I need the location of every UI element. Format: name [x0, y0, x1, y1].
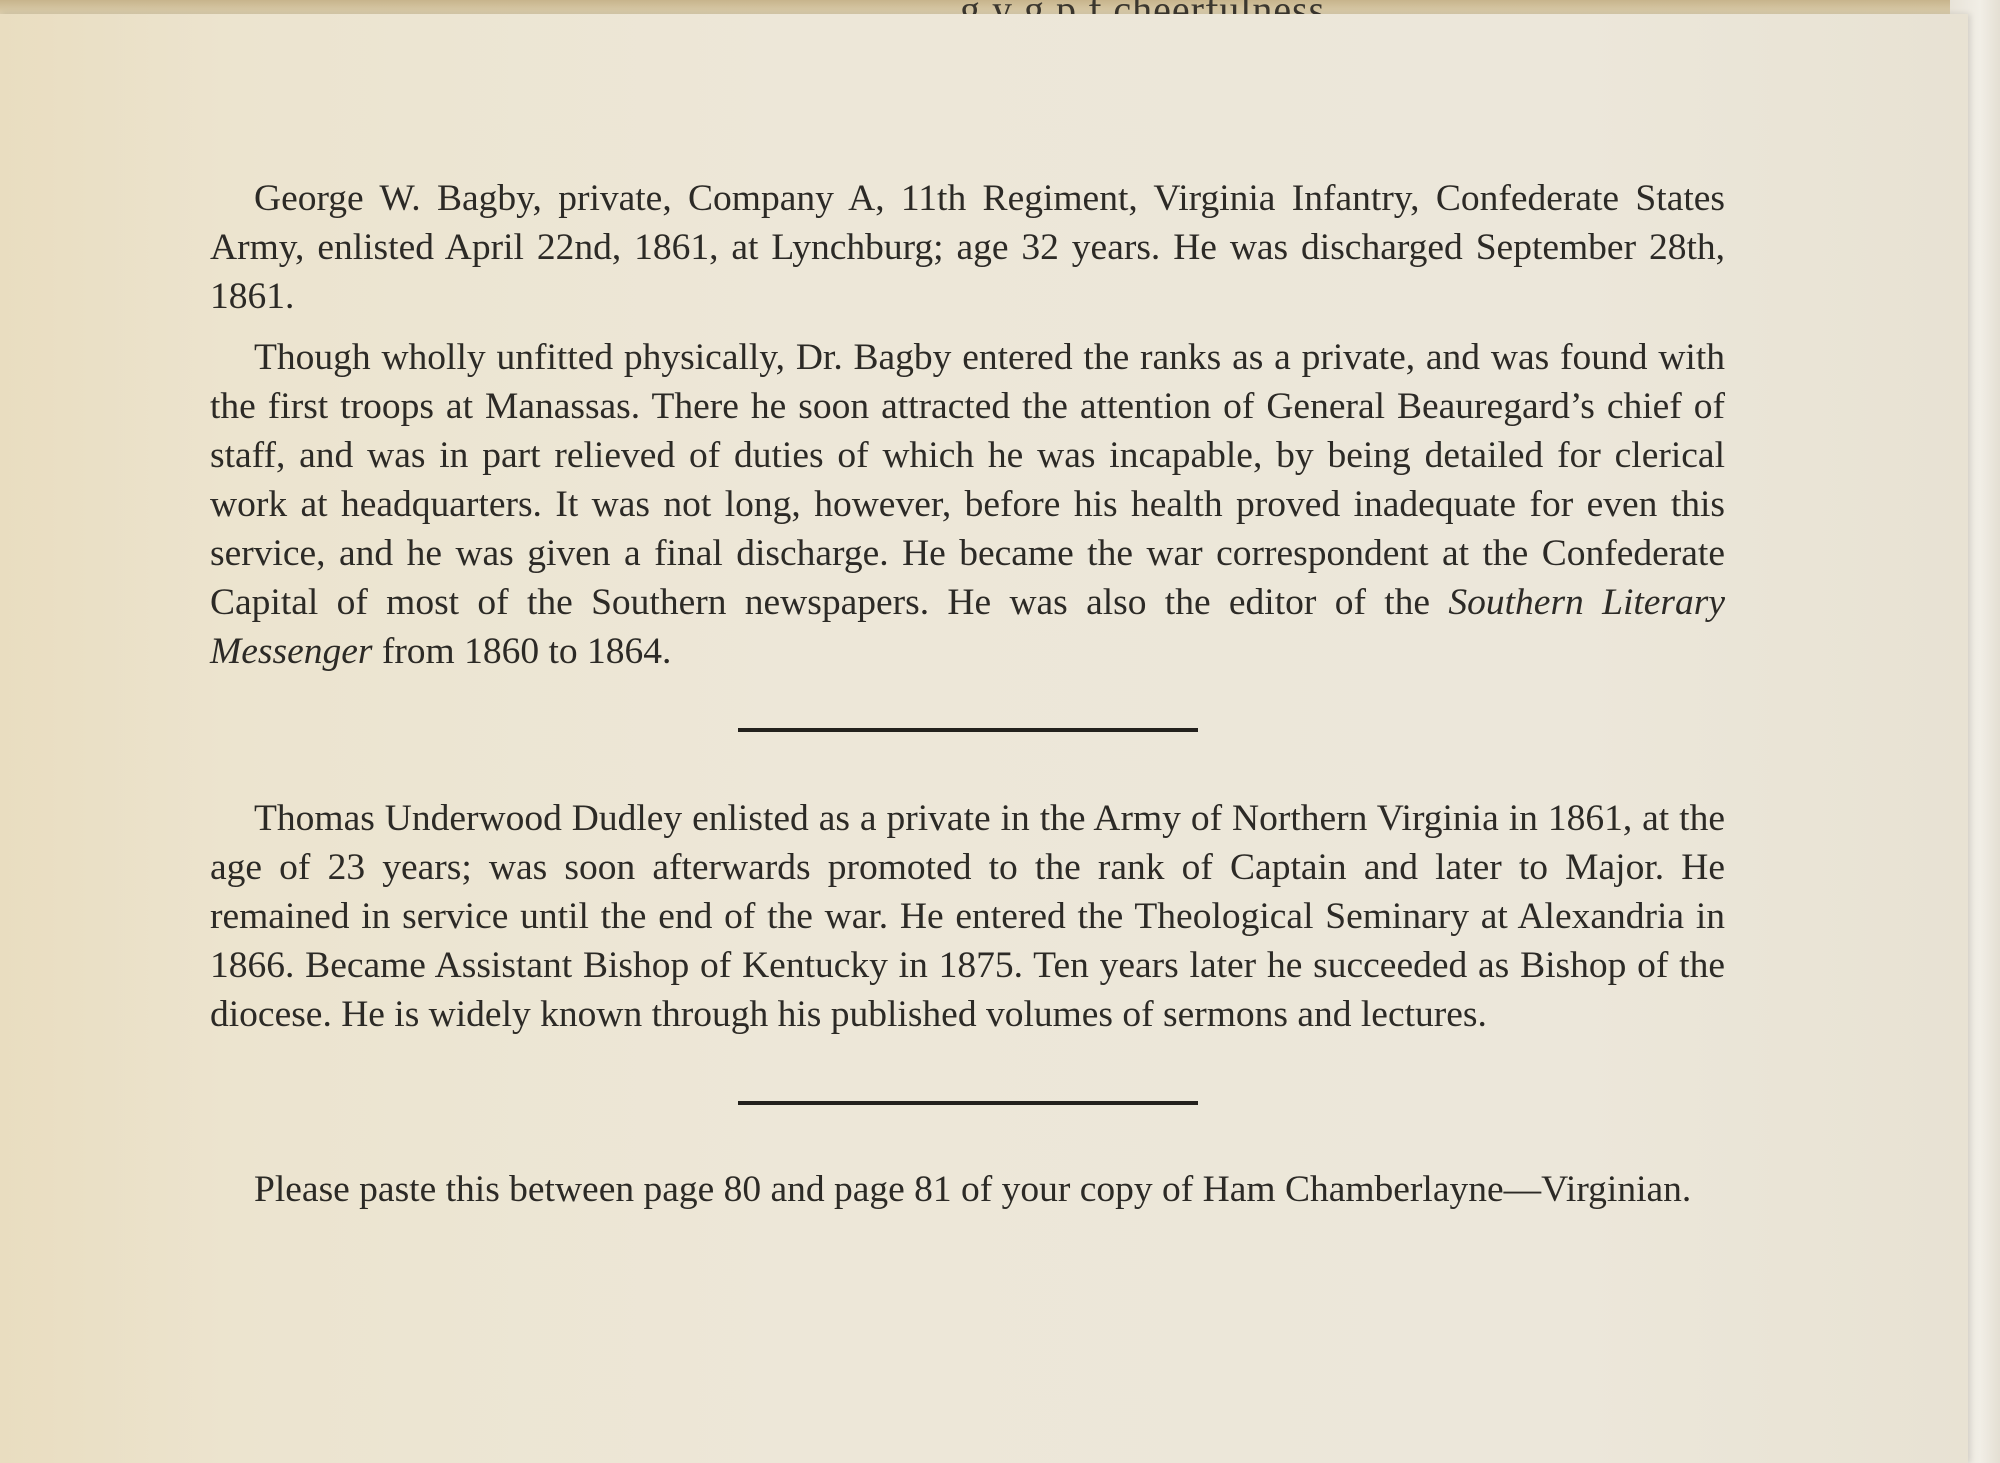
entry-bagby — [210, 174, 1725, 676]
section-divider — [738, 728, 1198, 732]
bagby-enlistment-paragraph: George W. Bagby, private, Company A, 11th Regiment, Virginia Infantry, Confederate States Army, enlisted April 22nd, 1861, at Lynchburg; age 32 years. He was discharged September 28th, 1861. — [210, 178, 1725, 317]
underlying-page-top-strip — [0, 0, 2000, 14]
entry-dudley — [210, 794, 1725, 1039]
sheet-content — [210, 174, 1725, 1214]
bagby-biography-text: Though wholly unfitted physically, Dr. Bagby entered the ranks as a private, and was found with the first troops at Manassas. There he soon attracted the attention of General Beauregard’s chief of staff, and was in part relieved of duties of which he was incapable, by being detailed for clerical work at headquarters. It was not long, however, before his health proved inadequate for even this service, and he was given a final discharge. He became the war correspondent at the Confederate Capital of most of the Southern newspapers. He was also the editor of the — [210, 337, 1725, 623]
inserted-sheet — [0, 14, 1968, 1463]
bagby-biography-paragraph — [210, 333, 1725, 676]
paste-instruction-text: Please paste this between page 80 and page 81 of your copy of Ham Chamberlayne—Virginian. — [254, 1169, 1692, 1210]
paste-instruction — [210, 1165, 1725, 1214]
section-divider — [738, 1101, 1198, 1105]
bagby-biography-end: from 1860 to 1864. — [372, 631, 672, 672]
publication-title: Southern Literary Messenger — [210, 582, 1726, 672]
dudley-biography-paragraph: Thomas Underwood Dudley enlisted as a private in the Army of Northern Virginia in 1861, at the age of 23 years; was soon afterwards promoted to the rank of Captain and later to Major. He remained in service until the end of the war. He entered the Theological Seminary at Alexandria in 1866. Became Assistant Bishop of Kentucky in 1875. Ten years later he succeeded as Bishop of the diocese. He is widely known through his published volumes of sermons and lectures. — [210, 798, 1725, 1035]
